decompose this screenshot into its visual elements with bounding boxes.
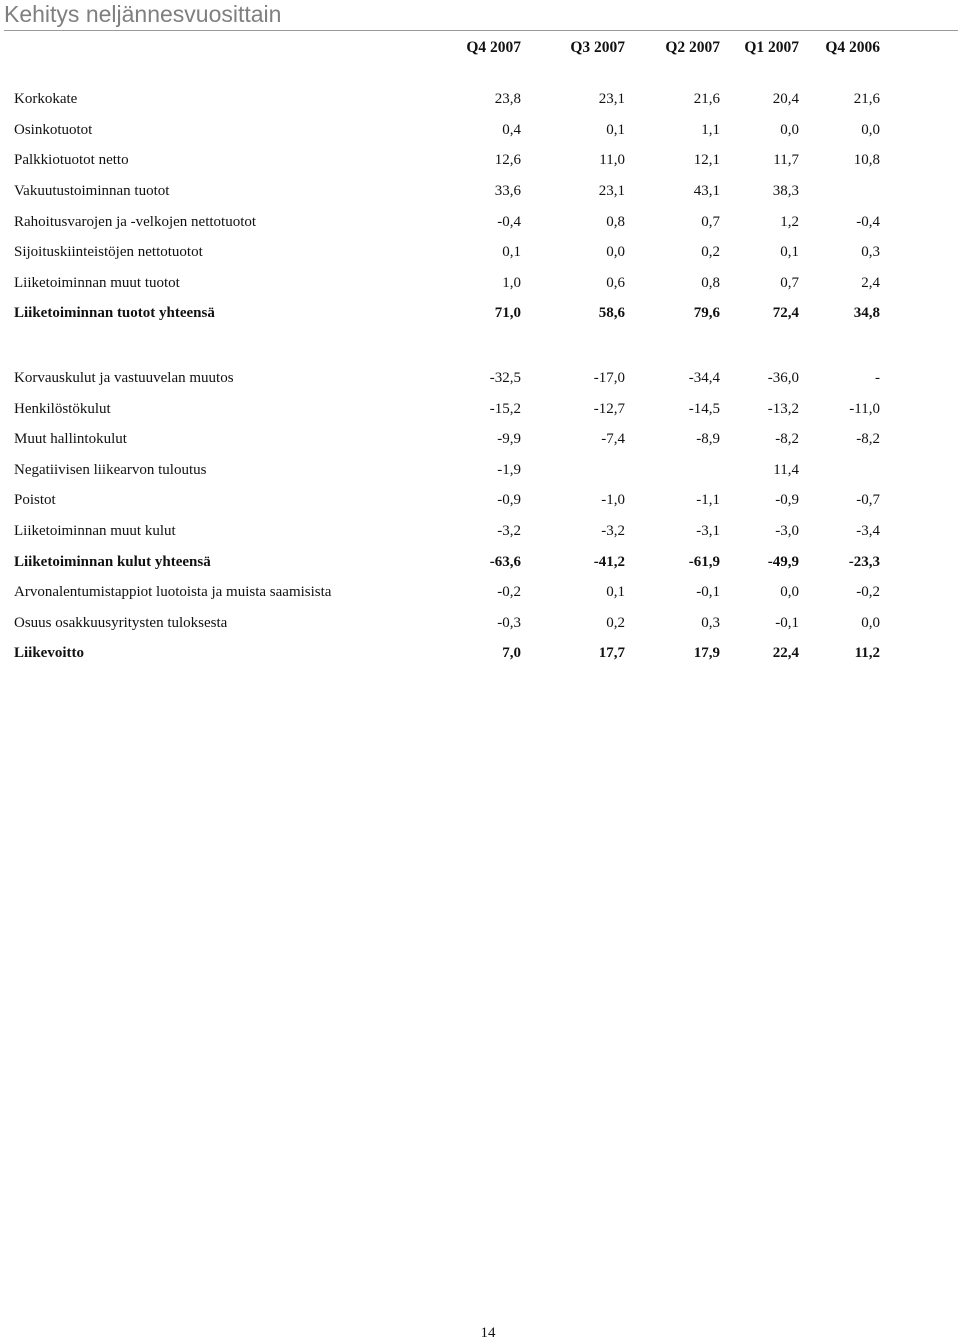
- table-cell: 0,7: [780, 275, 799, 291]
- table-cell: 0,0: [861, 615, 880, 631]
- table-total-row: [0, 551, 960, 573]
- table-cell: 0,3: [701, 615, 720, 631]
- table-cell: -15,2: [489, 401, 521, 417]
- table-cell: 11,2: [854, 645, 880, 661]
- column-header: Q4 2006: [825, 39, 880, 56]
- table-cell: 21,6: [693, 91, 720, 107]
- table-cell: 12,1: [693, 152, 720, 168]
- table-cell: -11,0: [849, 401, 880, 417]
- table-cell: 7,0: [502, 645, 521, 661]
- table-cell: 38,3: [772, 183, 799, 199]
- table-row: [0, 581, 960, 603]
- row-label: Rahoitusvarojen ja -velkojen nettotuotot: [14, 214, 257, 230]
- table-cell: 11,4: [773, 462, 799, 478]
- table-cell: 10,8: [853, 152, 880, 168]
- column-header: Q3 2007: [570, 39, 625, 56]
- table-cell: -0,2: [856, 584, 880, 600]
- table-cell: 11,7: [773, 152, 799, 168]
- table-cell: 23,1: [598, 91, 625, 107]
- table-cell: 0,3: [861, 244, 880, 260]
- table-cell: -23,3: [848, 554, 880, 570]
- table-row: [0, 459, 960, 481]
- table-header-row: [0, 37, 960, 59]
- table-row: [0, 241, 960, 263]
- row-label: Sijoituskiinteistöjen nettotuotot: [14, 244, 203, 260]
- page-title: Kehitys neljännesvuosittain: [4, 1, 282, 27]
- column-header: Q1 2007: [744, 39, 799, 56]
- table-row: [0, 211, 960, 233]
- table-cell: -3,4: [856, 523, 880, 539]
- row-label: Liiketoiminnan muut kulut: [14, 523, 176, 539]
- table-cell: 22,4: [772, 645, 799, 661]
- table-cell: 0,0: [861, 122, 880, 138]
- table-cell: 1,1: [701, 122, 720, 138]
- table-cell: -1,9: [497, 462, 521, 478]
- row-label: Poistot: [14, 492, 56, 508]
- table-cell: 34,8: [853, 305, 880, 321]
- table-row: [0, 398, 960, 420]
- row-label: Palkkiotuotot netto: [14, 152, 129, 168]
- table-cell: 58,6: [598, 305, 625, 321]
- table-cell: 0,1: [780, 244, 799, 260]
- table-cell: -63,6: [489, 554, 521, 570]
- table-row: [0, 428, 960, 450]
- row-label: Korvauskulut ja vastuuvelan muutos: [14, 370, 234, 386]
- table-total-row: [0, 302, 960, 324]
- table-cell: -1,0: [601, 492, 625, 508]
- table-cell: -0,1: [696, 584, 720, 600]
- table-cell: 0,8: [701, 275, 720, 291]
- table-cell: 11,0: [599, 152, 625, 168]
- table-cell: -0,4: [497, 214, 521, 230]
- table-cell: 79,6: [693, 305, 720, 321]
- table-cell: -34,4: [688, 370, 720, 386]
- table-cell: -17,0: [593, 370, 625, 386]
- table-cell: 43,1: [693, 183, 720, 199]
- row-label: Liikevoitto: [14, 645, 84, 661]
- table-cell: -0,1: [775, 615, 799, 631]
- row-label: Muut hallintokulut: [14, 431, 127, 447]
- page-number: 14: [480, 1325, 496, 1341]
- table-row: [0, 149, 960, 171]
- table-cell: 0,0: [780, 122, 799, 138]
- row-label: Liiketoiminnan muut tuotot: [14, 275, 180, 291]
- table-cell: 0,6: [606, 275, 625, 291]
- table-cell: 0,1: [606, 584, 625, 600]
- table-cell: -0,9: [775, 492, 799, 508]
- table-cell: -36,0: [767, 370, 799, 386]
- table-cell: -32,5: [489, 370, 521, 386]
- table-cell: 12,6: [494, 152, 521, 168]
- table-cell: -1,1: [696, 492, 720, 508]
- table-cell: -3,1: [696, 523, 720, 539]
- table-cell: 2,4: [861, 275, 880, 291]
- table-cell: -13,2: [767, 401, 799, 417]
- table-cell: -49,9: [767, 554, 799, 570]
- table-row: [0, 88, 960, 110]
- table-total-row: [0, 642, 960, 664]
- table-cell: -0,2: [497, 584, 521, 600]
- row-label: Liiketoiminnan tuotot yhteensä: [14, 305, 215, 321]
- table-cell: 71,0: [494, 305, 521, 321]
- table-cell: 0,4: [502, 122, 521, 138]
- table-cell: -12,7: [593, 401, 625, 417]
- title-divider: [4, 30, 958, 31]
- table-cell: 0,1: [502, 244, 521, 260]
- table-row: [0, 367, 960, 389]
- row-label: Henkilöstökulut: [14, 401, 111, 417]
- table-row: [0, 272, 960, 294]
- table-cell: -61,9: [688, 554, 720, 570]
- table-cell: 0,0: [606, 244, 625, 260]
- row-label: Negatiivisen liikearvon tuloutus: [14, 462, 207, 478]
- row-label: Liiketoiminnan kulut yhteensä: [14, 554, 211, 570]
- row-label: Osuus osakkuusyritysten tuloksesta: [14, 615, 228, 631]
- table-cell: -: [875, 370, 880, 386]
- table-cell: 1,0: [502, 275, 521, 291]
- table-cell: 17,9: [693, 645, 720, 661]
- table-cell: -3,2: [497, 523, 521, 539]
- table-cell: -8,9: [696, 431, 720, 447]
- table-cell: 0,0: [780, 584, 799, 600]
- table-cell: 0,7: [701, 214, 720, 230]
- table-cell: 23,1: [598, 183, 625, 199]
- table-cell: -3,0: [775, 523, 799, 539]
- table-cell: -14,5: [688, 401, 720, 417]
- column-header: Q4 2007: [466, 39, 521, 56]
- table-cell: -7,4: [601, 431, 625, 447]
- table-cell: -9,9: [497, 431, 521, 447]
- table-cell: 0,2: [606, 615, 625, 631]
- table-row: [0, 180, 960, 202]
- table-cell: -0,7: [856, 492, 880, 508]
- row-label: Osinkotuotot: [14, 122, 93, 138]
- column-header: Q2 2007: [665, 39, 720, 56]
- table-cell: 20,4: [772, 91, 799, 107]
- row-label: Vakuutustoiminnan tuotot: [14, 183, 170, 199]
- table-cell: 23,8: [494, 91, 521, 107]
- table-cell: -0,3: [497, 615, 521, 631]
- table-row: [0, 119, 960, 141]
- table-row: [0, 612, 960, 634]
- table-cell: 33,6: [494, 183, 521, 199]
- table-cell: 0,8: [606, 214, 625, 230]
- table-cell: 1,2: [780, 214, 799, 230]
- table-cell: 0,1: [606, 122, 625, 138]
- row-label: Korkokate: [14, 91, 78, 107]
- table-row: [0, 489, 960, 511]
- table-cell: 0,2: [701, 244, 720, 260]
- table-cell: -8,2: [775, 431, 799, 447]
- table-cell: 21,6: [853, 91, 880, 107]
- table-cell: -0,9: [497, 492, 521, 508]
- table-cell: 17,7: [598, 645, 625, 661]
- table-row: [0, 520, 960, 542]
- table-cell: -0,4: [856, 214, 880, 230]
- table-cell: 72,4: [772, 305, 799, 321]
- table-cell: -41,2: [593, 554, 625, 570]
- row-label: Arvonalentumistappiot luotoista ja muista saamisista: [14, 584, 332, 600]
- table-cell: -8,2: [856, 431, 880, 447]
- table-cell: -3,2: [601, 523, 625, 539]
